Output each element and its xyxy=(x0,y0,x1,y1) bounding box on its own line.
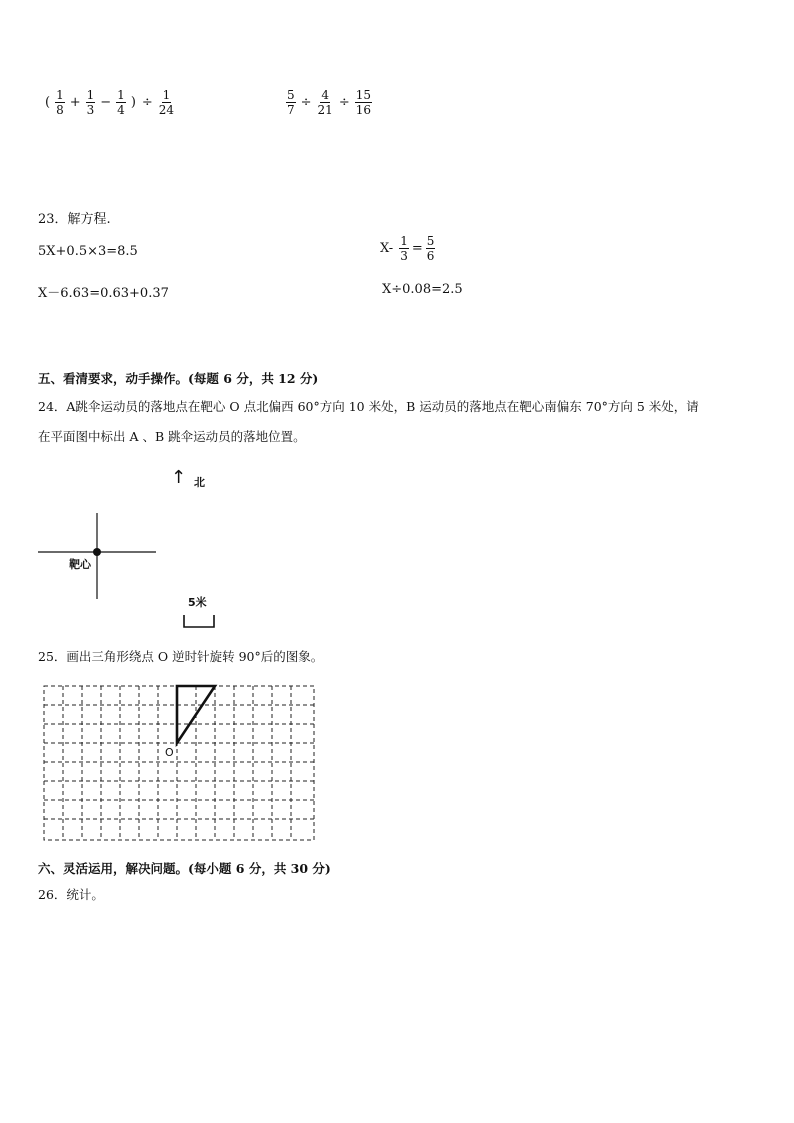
fraction: $\frac{1}{3}$ xyxy=(86,88,95,117)
operator: ÷ xyxy=(300,95,312,110)
grid-lines xyxy=(44,686,314,840)
fraction: $\frac{1}{24}$ xyxy=(158,88,175,117)
equation-2-prefix: X- xyxy=(380,241,394,256)
paren-close: ) xyxy=(130,95,136,110)
operator: − xyxy=(100,95,112,110)
fraction: $\frac{5}{6}$ xyxy=(426,234,435,263)
paren-open: ( xyxy=(45,95,51,110)
fraction: $\frac{1}{3}$ xyxy=(400,234,408,263)
q26-text: 26．统计。 xyxy=(38,887,104,902)
scale-label: 5米 xyxy=(188,596,207,609)
section-6-heading: 六、灵活运用，解决问题。(每小题 6 分，共 30 分) xyxy=(38,861,331,876)
q23-title: 23．解方程. xyxy=(38,212,111,227)
equals-sign: = xyxy=(411,241,423,256)
target-diagram xyxy=(30,460,250,640)
rotation-grid xyxy=(38,680,323,845)
operator: ÷ xyxy=(338,95,350,110)
scale-bar xyxy=(184,615,214,627)
point-o-label: O xyxy=(165,746,174,759)
fraction: $\frac{15}{16}$ xyxy=(355,88,372,117)
north-label: 北 xyxy=(194,476,205,489)
expression-2 xyxy=(284,88,374,117)
fraction: $\frac{4}{21}$ xyxy=(317,88,333,117)
fraction: $\frac{1}{8}$ xyxy=(56,88,64,117)
target-center-dot xyxy=(93,548,101,556)
target-center-label: 靶心 xyxy=(69,558,91,571)
equation-3: X－6.63=0.63+0.37 xyxy=(38,286,169,301)
q24-line-2: 在平面图中标出 A 、B 跳伞运动员的落地位置。 xyxy=(38,429,306,444)
section-5-heading: 五、看清要求，动手操作。(每题 6 分，共 12 分) xyxy=(38,371,319,386)
north-arrow-icon: ↑ xyxy=(171,467,187,488)
q24-line-1: 24．A跳伞运动员的落地点在靶心 O 点北偏西 60°方向 10 米处，B 运动员的落地点在靶心南偏东 70°方向 5 米处，请 xyxy=(38,399,699,414)
fraction: $\frac{5}{7}$ xyxy=(287,88,295,117)
equation-2 xyxy=(380,234,437,263)
fraction: $\frac{1}{4}$ xyxy=(117,88,125,117)
operator: + xyxy=(69,95,81,110)
equation-4: X÷0.08=2.5 xyxy=(382,282,463,297)
expression-1 xyxy=(42,88,177,117)
equation-1: 5X+0.5×3=8.5 xyxy=(38,244,138,259)
q25-text: 25．画出三角形绕点 O 逆时针旋转 90°后的图象。 xyxy=(38,649,324,664)
operator: ÷ xyxy=(141,95,153,110)
